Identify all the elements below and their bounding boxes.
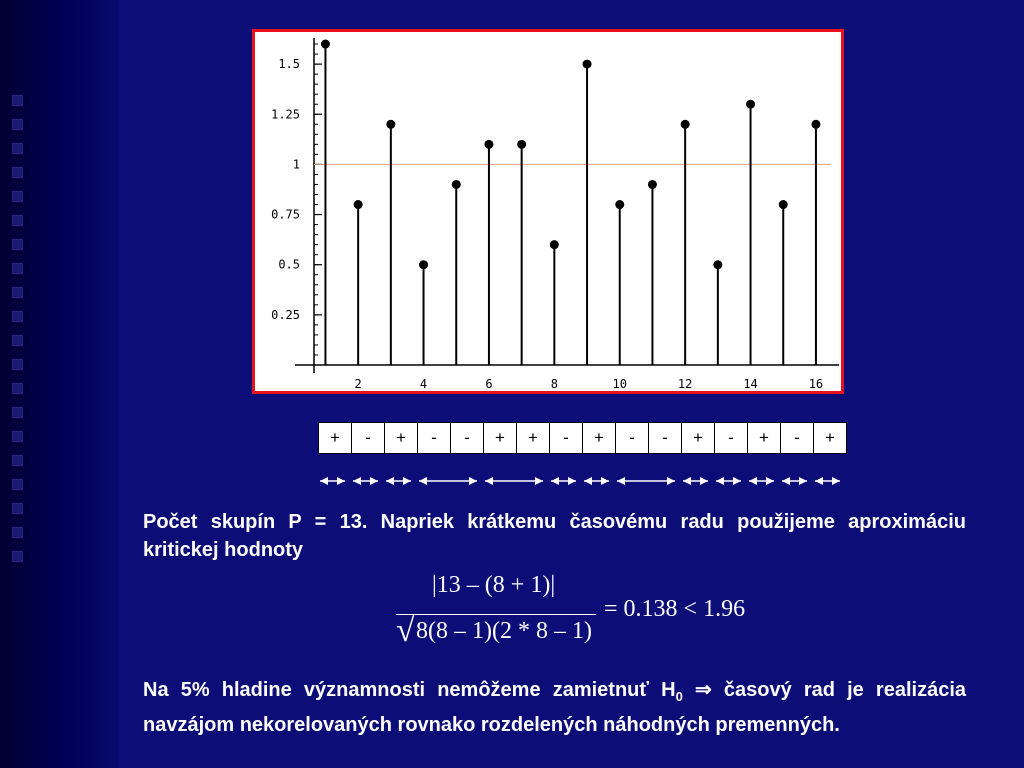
decorative-square [12,431,23,442]
run-arrow [815,477,840,485]
run-arrow [716,477,741,485]
sign-table [318,422,847,454]
decorative-square [12,503,23,514]
run-arrow [782,477,807,485]
formula-numerator: |13 – (8 + 1)| [432,572,556,598]
sign-cell: - [352,423,385,454]
decorative-square [12,455,23,466]
decorative-square [12,287,23,298]
data-point [321,40,330,49]
fraction-line [396,614,596,615]
y-tick-label: 0.5 [278,257,300,272]
test-statistic-formula [392,570,792,660]
y-tick-label: 1 [292,157,300,172]
sign-cell: + [748,423,781,454]
run-arrow [353,477,378,485]
data-point [615,200,624,209]
run-arrow [683,477,708,485]
x-tick-label: 10 [612,377,627,391]
paragraph-groups: Počet skupín P = 13. Napriek krátkemu časovému radu použijeme aproximáciu kritickej hodnoty [143,511,966,561]
conclusion-text-1: Na 5% hladine významnosti nemôžeme zamietnuť H [143,679,676,701]
data-point [452,180,461,189]
sign-cell: + [583,423,616,454]
sign-cell: - [616,423,649,454]
sign-cell: + [484,423,517,454]
x-tick-label: 12 [677,377,693,391]
data-point [354,200,363,209]
sign-cell: - [451,423,484,454]
data-point [811,120,820,129]
stem-plot [252,29,844,394]
decorative-square [12,119,23,130]
run-arrow [584,477,609,485]
sign-cell: - [649,423,682,454]
run-arrow [320,477,345,485]
decorative-square [12,479,23,490]
run-arrow [386,477,411,485]
x-tick-label: 16 [808,377,824,391]
decorative-square [12,263,23,274]
run-arrows [316,472,866,492]
data-point [681,120,690,129]
decorative-square [12,143,23,154]
decorative-square [12,191,23,202]
sign-cell: - [550,423,583,454]
decorative-dots [12,95,26,575]
conclusion-text-2: ⇒ časový rad je realizácia navzájom nekorelovaných rovnako rozdelených náhodných premenných. [143,679,966,736]
x-tick-label: 14 [743,377,758,391]
data-point [583,60,592,69]
run-arrow [749,477,774,485]
x-tick-label: 2 [354,377,362,391]
sign-cell: - [715,423,748,454]
sign-cell: - [418,423,451,454]
decorative-square [12,239,23,250]
y-tick-label: 0.25 [271,307,300,322]
formula-denominator: 8(8 – 1)(2 * 8 – 1) [416,618,592,644]
decorative-square [12,167,23,178]
decorative-square [12,527,23,538]
sqrt-sign: √ [396,612,415,649]
sign-cell: + [517,423,550,454]
decorative-square [12,383,23,394]
decorative-square [12,95,23,106]
sign-row [319,423,847,454]
sign-cell: + [319,423,352,454]
left-decorative-strip [0,0,118,768]
decorative-square [12,407,23,418]
y-tick-label: 0.75 [271,207,300,222]
run-arrow [419,477,477,485]
h0-subscript: 0 [675,689,683,704]
data-point [484,140,493,149]
sign-cell: + [814,423,847,454]
data-point [648,180,657,189]
data-point [746,100,755,109]
paragraph-conclusion [143,676,966,739]
formula-result: = 0.138 < 1.96 [604,596,746,622]
run-arrow [485,477,543,485]
data-point [779,200,788,209]
decorative-square [12,215,23,226]
data-point [419,260,428,269]
decorative-square [12,311,23,322]
data-point [550,240,559,249]
data-point [517,140,526,149]
decorative-square [12,335,23,346]
stem-plot-canvas [255,32,841,391]
decorative-square [12,359,23,370]
data-point [386,120,395,129]
run-arrow [617,477,675,485]
run-arrow [551,477,576,485]
decorative-square [12,551,23,562]
x-tick-label: 4 [419,377,428,391]
y-tick-label: 1.25 [271,107,300,122]
x-tick-label: 8 [550,377,558,391]
sign-cell: + [682,423,715,454]
x-tick-label: 6 [485,377,493,391]
data-point [713,260,722,269]
sign-cell: - [781,423,814,454]
y-tick-label: 1.5 [278,57,300,72]
sign-cell: + [385,423,418,454]
